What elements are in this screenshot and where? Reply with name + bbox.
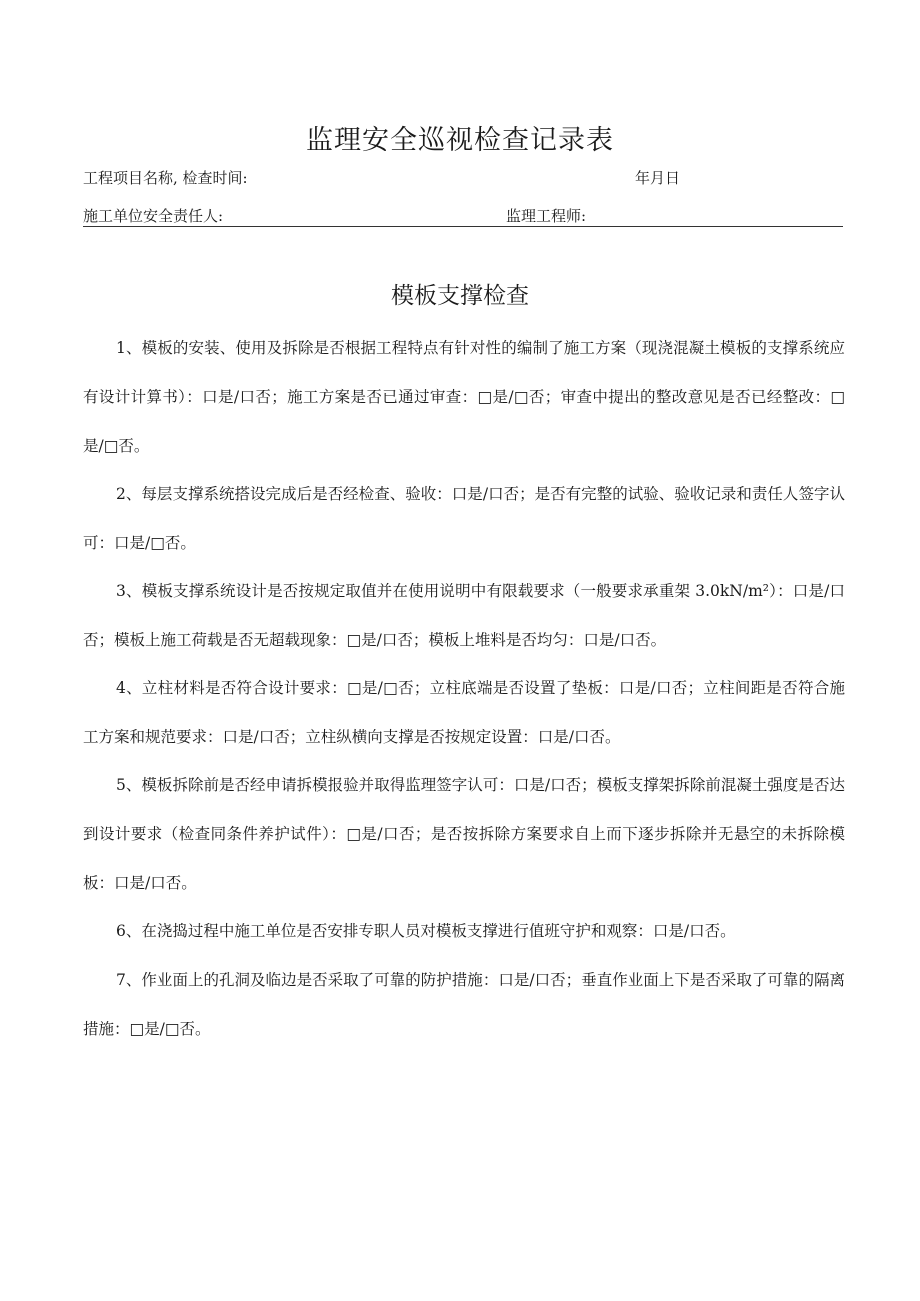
document-title: 监理安全巡视检查记录表: [306, 125, 614, 156]
date-label: 年月日: [635, 169, 681, 187]
project-name-label: 工程项目名称, 检查时间:: [83, 169, 248, 187]
check-item-4: 4、立柱材料是否符合设计要求：□是/□否；立柱底端是否设置了垫板：口是/口否；立柱间距是否符合施工方案和规范要求：口是/口否；立柱纵横向支撑是否按规定设置：口是/口否。: [83, 679, 845, 746]
supervisor-label: 监理工程师:: [506, 207, 587, 225]
responsible-info-row: [83, 205, 843, 227]
check-item-2: 2、每层支撑系统搭设完成后是否经检查、验收：口是/口否；是否有完整的试验、验收记录和责任人签字认可：口是/□否。: [83, 485, 845, 552]
contractor-safety-label: 施工单位安全责任人:: [83, 207, 224, 225]
check-item-1: 1、模板的安装、使用及拆除是否根据工程特点有针对性的编制了施工方案（现浇混凝土模板的支撑系统应有设计计算书）：口是/口否；施工方案是否已通过审查：□是/□否；审查中提出的整改意见是否已经整改：□是/□否。: [83, 339, 845, 455]
check-item-3: 3、模板支撑系统设计是否按规定取值并在使用说明中有限载要求（一般要求承重架 3.0kN/m²）：口是/口否；模板上施工荷载是否无超载现象：□是/口否；模板上堆料是否均匀：口是/口否。: [83, 582, 845, 649]
check-item-6: 6、在浇捣过程中施工单位是否安排专职人员对模板支撑进行值班守护和观察：口是/口否。: [116, 922, 736, 940]
section-title: 模板支撑检查: [391, 283, 529, 309]
check-item-7: 7、作业面上的孔洞及临边是否采取了可靠的防护措施：口是/口否；垂直作业面上下是否采取了可靠的隔离措施：□是/□否。: [83, 971, 845, 1038]
check-item-5: 5、模板拆除前是否经申请拆模报验并取得监理签字认可：口是/口否；模板支撑架拆除前混凝土强度是否达到设计要求（检查同条件养护试件）：□是/口否；是否按拆除方案要求自上而下逐步拆除并无悬空的未拆除模板：口是/口否。: [83, 776, 845, 892]
project-info-row: [83, 167, 843, 189]
header-divider: [83, 226, 843, 227]
